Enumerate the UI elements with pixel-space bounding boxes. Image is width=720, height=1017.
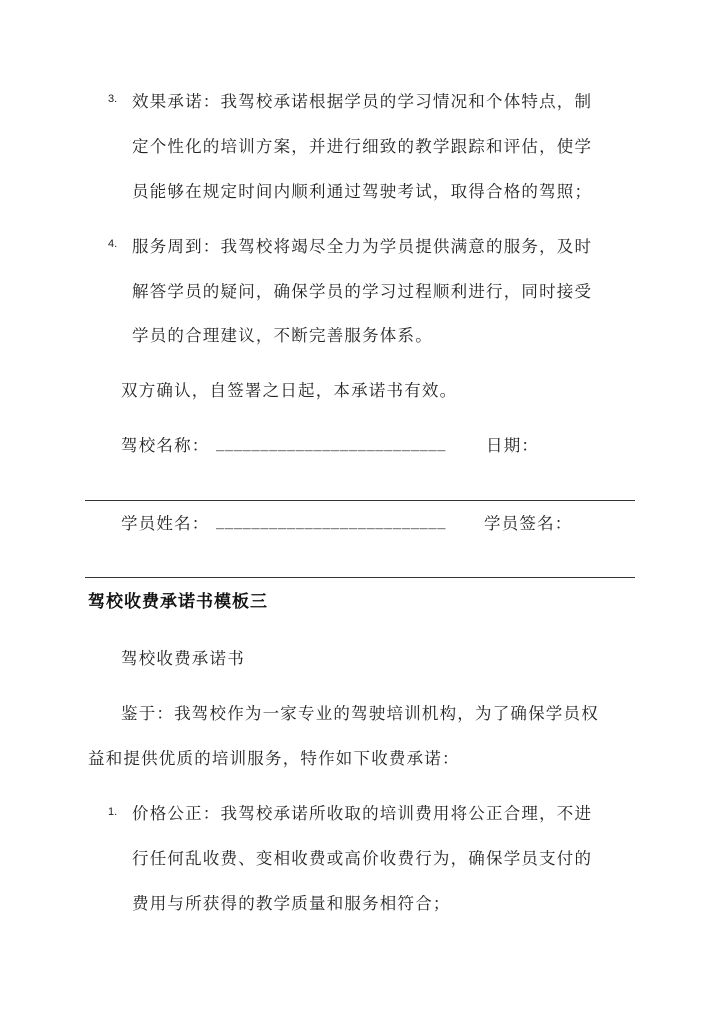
- list-number-1: 1.: [108, 806, 118, 818]
- student-name-blank: __________________________: [216, 510, 447, 529]
- student-name-label: 学员姓名：: [121, 514, 210, 533]
- intro-line1: 鉴于：我驾校作为一家专业的驾驶培训机构，为了确保学员权: [121, 704, 599, 723]
- section-heading: 驾校收费承诺书模板三: [88, 592, 268, 612]
- list-number-3: 3.: [108, 93, 118, 105]
- divider-line: [85, 500, 635, 501]
- document-title: 驾校收费承诺书: [121, 649, 245, 668]
- item3-line1: 效果承诺：我驾校承诺根据学员的学习情况和个体特点，制: [132, 92, 593, 111]
- school-name-blank: __________________________: [216, 432, 447, 451]
- item1-line2: 行任何乱收费、变相收费或高价收费行为，确保学员支付的: [132, 849, 593, 868]
- item1-line3: 费用与所获得的教学质量和服务相符合；: [132, 894, 451, 913]
- item3-line3: 员能够在规定时间内顺利通过驾驶考试，取得合格的驾照；: [132, 182, 593, 201]
- list-number-4: 4.: [108, 238, 118, 250]
- item4-line3: 学员的合理建议，不断完善服务体系。: [132, 326, 433, 345]
- date-label: 日期：: [486, 436, 540, 455]
- confirmation-text: 双方确认，自签署之日起，本承诺书有效。: [121, 381, 458, 400]
- intro-line2: 益和提供优质的培训服务，特作如下收费承诺：: [88, 749, 460, 768]
- school-name-label: 驾校名称：: [121, 436, 210, 455]
- item4-line1: 服务周到：我驾校将竭尽全力为学员提供满意的服务，及时: [132, 237, 593, 256]
- item1-line1: 价格公正：我驾校承诺所收取的培训费用将公正合理，不进: [132, 804, 593, 823]
- divider-line: [85, 577, 635, 578]
- item4-line2: 解答学员的疑问，确保学员的学习过程顺利进行，同时接受: [132, 282, 593, 301]
- student-signature-label: 学员签名：: [484, 514, 573, 533]
- item3-line2: 定个性化的培训方案，并进行细致的教学跟踪和评估，使学: [132, 137, 593, 156]
